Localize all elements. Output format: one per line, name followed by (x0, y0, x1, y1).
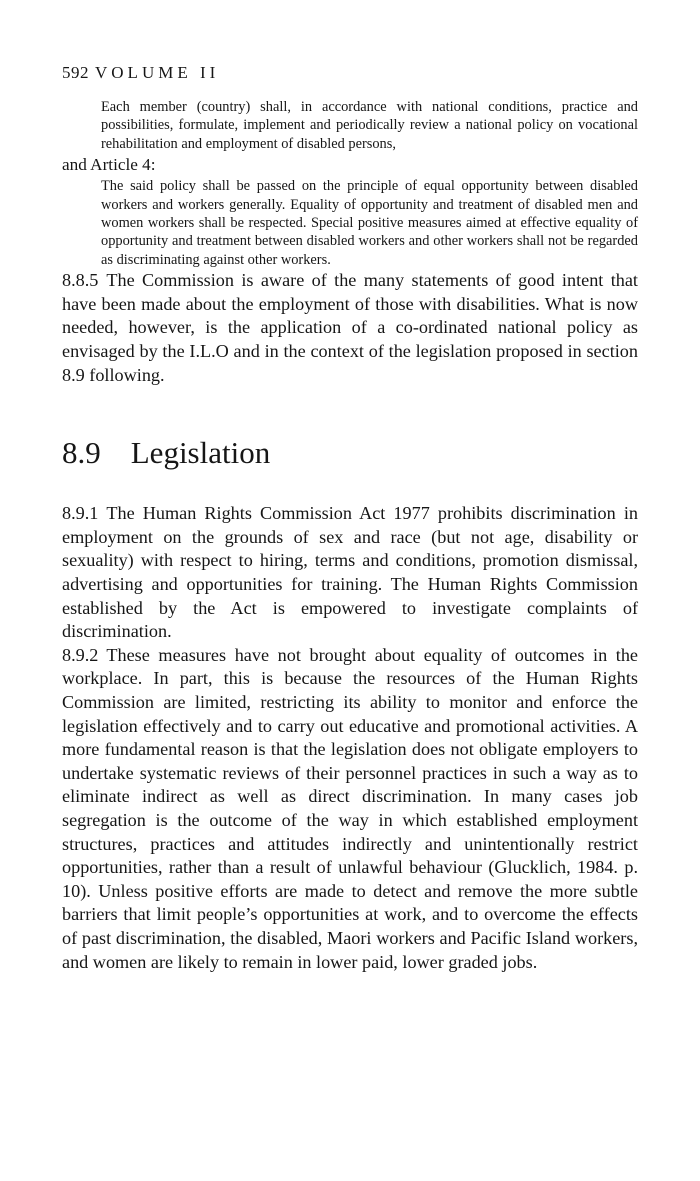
paragraph-text: The Commission is aware of the many statements of good intent that have been made about the employment of those with disabilities. What is now needed, however, is the application of a co-ordinated national policy as envisaged by the I.L.O and in the context of the legislation proposed in section 8.9 following. (62, 270, 638, 385)
section-heading (62, 434, 638, 472)
paragraph-8-9-2 (62, 644, 638, 974)
paragraph-8-9-1 (62, 502, 638, 644)
quote-article-2: Each member (country) shall, in accordance with national conditions, practice and possibilities, formulate, implement and periodically review a national policy on vocational rehabilitation and employment of disabled persons, (101, 99, 638, 152)
lead-in-article-4: and Article 4: (62, 155, 156, 175)
volume-label: VOLUME II (95, 63, 220, 82)
paragraph-text: These measures have not brought about equality of outcomes in the workplace. In part, this is because the resources of the Human Rights Commission are limited, restricting its ability to monitor and enforce the legislation effectively and to carry out educative and promotional activities. A more fundamental reason is that the legislation does not obligate employers to undertake systematic reviews of their personnel practices in such a way as to eliminate indirect as well as direct discrimination. In many cases job segregation is the outcome of the way in which established employment structures, practices and attitudes indirectly and unintentionally restrict opportunities, rather than a result of unlawful behaviour (Glucklich, 1984. p. 10). Unless positive efforts are made to detect and remove the more subtle barriers that limit people’s opportunities at work, and to overcome the effects of past discrimination, the disabled, Maori workers and Pacific Island workers, and women are likely to remain in lower paid, lower graded jobs. (62, 644, 638, 972)
paragraph-number: 8.9.2 (62, 644, 99, 665)
section-number: 8.9 (62, 435, 101, 471)
paragraph-text: The Human Rights Commission Act 1977 prohibits discrimination in employment on the grounds of sex and race (but not age, disability or sexuality) with respect to hiring, terms and conditions, promotion dismissal, advertising and opportunities for training. The Human Rights Commission established by the Act is empowered to investigate complaints of discrimination. (62, 503, 638, 642)
paragraph-number: 8.9.1 (62, 503, 99, 524)
running-head (62, 62, 638, 84)
paragraph-8-8-5 (62, 269, 638, 387)
quote-article-4: The said policy shall be passed on the principle of equal opportunity between disabled workers and workers generally. Equality of opportunity and treatment of disabled men and women workers shall be respected. Special positive measures aimed at effective equality of opportunity and treatment between disabled workers and other workers shall not be regarded as discriminating against other workers. (101, 178, 638, 268)
paragraph-number: 8.8.5 (62, 270, 99, 291)
section-title: Legislation (130, 435, 271, 471)
page-number: 592 (62, 63, 89, 82)
